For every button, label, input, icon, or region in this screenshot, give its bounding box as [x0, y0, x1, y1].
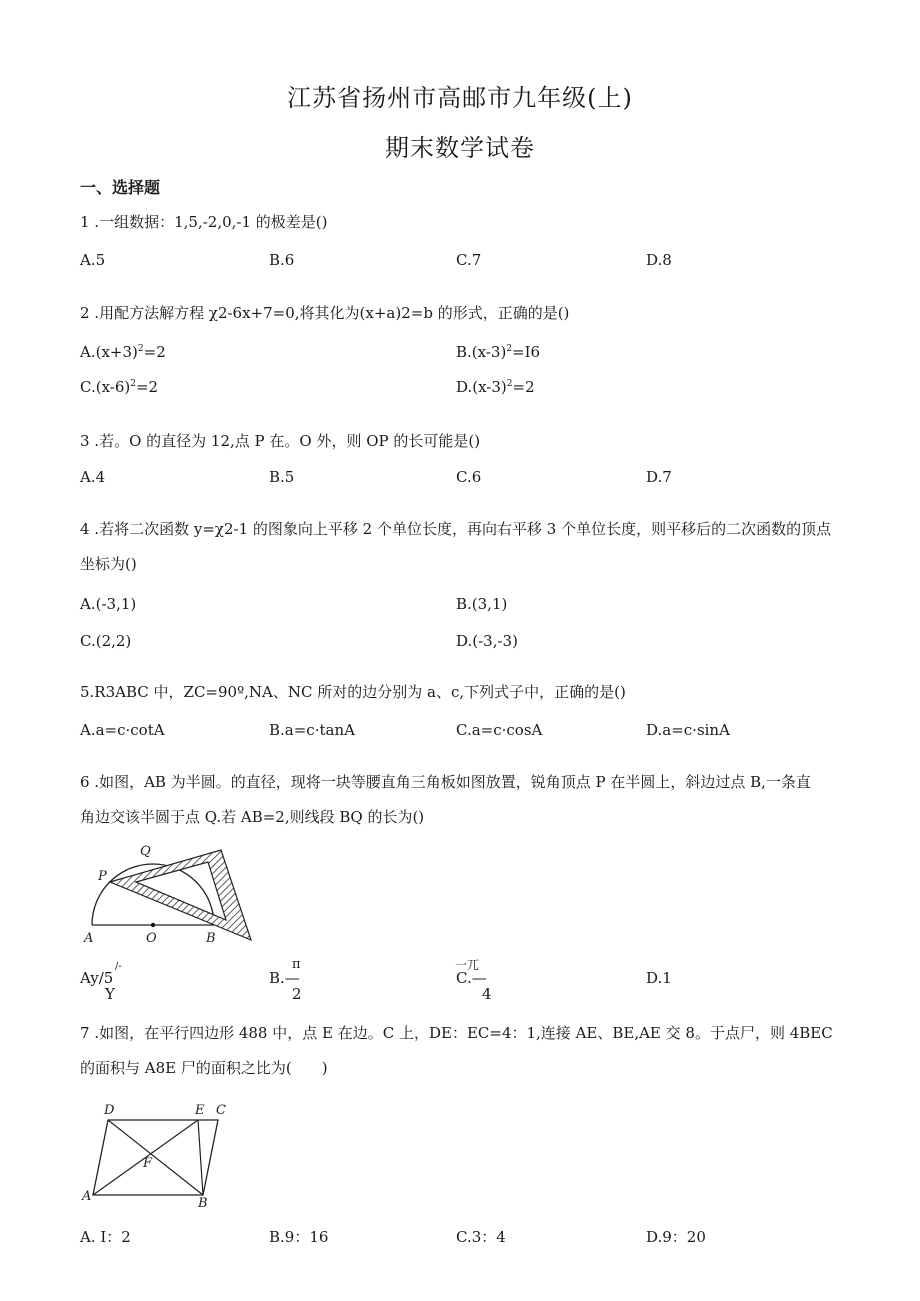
label-o: O [146, 931, 157, 946]
label-f: F [143, 1156, 153, 1171]
q2-d-base: D.(x-3) [456, 378, 507, 396]
q2-a-exp: 2 [137, 344, 144, 354]
q2-b-base: B.(x-3) [456, 343, 507, 361]
q3-option-c: C.6 [456, 468, 482, 486]
q6-option-d: D.1 [646, 969, 672, 987]
segment-db [108, 1120, 203, 1195]
q2-d-rest: =2 [512, 378, 535, 396]
question-1-stem: 1 .一组数据：1,5,-2,0,-1 的极差是() [80, 213, 328, 231]
q4-option-c: C.(2,2) [80, 632, 132, 650]
doc-title: 江苏省扬州市高邮市九年级(上) [287, 84, 633, 112]
q2-a-rest: =2 [143, 343, 166, 361]
q2-option-d [456, 378, 535, 396]
section-title: 一、选择题 [80, 178, 161, 197]
doc-subtitle: 期末数学试卷 [385, 134, 535, 162]
q5-option-a: A.a=c·cotA [80, 721, 165, 739]
q2-option-b [456, 343, 540, 361]
q7-option-d: D.9：20 [646, 1228, 706, 1246]
q2-c-base: C.(x-6) [80, 378, 131, 396]
label-p: P [98, 869, 107, 884]
q1-option-b: B.6 [269, 251, 295, 269]
q6-semicircle-triangle-figure [78, 838, 263, 948]
q3-option-a: A.4 [80, 468, 106, 486]
q6-option-c-numerator: 一兀 [455, 958, 480, 972]
q6-option-b-denominator: 2 [292, 985, 302, 1003]
question-4-stem-line2: 坐标为() [80, 555, 137, 573]
q2-b-exp: 2 [506, 344, 513, 354]
q7-option-c: C.3：4 [456, 1228, 506, 1246]
question-5-stem: 5.R3ABC 中，ZC=90º,NA、NC 所对的边分别为 a、c,下列式子中，正确的是() [80, 683, 626, 701]
q2-option-c [80, 378, 158, 396]
label-q: Q [140, 844, 151, 859]
center-point [151, 923, 155, 927]
q7-parallelogram-figure [78, 1100, 233, 1210]
triangle-board [110, 850, 251, 940]
q6-option-c: C.— [456, 969, 487, 987]
q7-option-a: A. I：2 [80, 1228, 131, 1246]
q2-b-rest: =I6 [512, 343, 541, 361]
label-c: C [216, 1103, 226, 1118]
q2-d-exp: 2 [506, 379, 513, 389]
label-b: B [198, 1196, 208, 1210]
q5-option-b: B.a=c·tanA [269, 721, 355, 739]
q3-option-d: D.7 [646, 468, 672, 486]
q2-a-base: A.(x+3) [80, 343, 138, 361]
label-a: A [84, 931, 94, 946]
segment-be [198, 1120, 203, 1195]
question-6-stem-line1: 6 .如图，AB 为半圆。的直径，现将一块等腰直角三角板如图放置，锐角顶点 P 在半圆上，斜边过点 B,一条直 [80, 773, 811, 791]
question-3-stem: 3 .若。O 的直径为 12,点 P 在。O 外，则 OP 的长可能是() [80, 432, 481, 450]
question-4-stem-line1: 4 .若将二次函数 y=χ2-1 的图象向上平移 2 个单位长度，再向右平移 3 个单位长度，则平移后的二次函数的顶点 [80, 520, 832, 538]
q1-option-d: D.8 [646, 251, 672, 269]
q6-option-a-sub: Y [105, 985, 115, 1003]
q6-option-c-denominator: 4 [482, 985, 492, 1003]
q6-option-b-numerator: π [292, 957, 301, 972]
q7-option-b: B.9：16 [269, 1228, 329, 1246]
q6-option-a: Ay/5 [80, 969, 114, 987]
q4-option-a: A.(-3,1) [80, 595, 137, 613]
label-e: E [195, 1103, 205, 1118]
q3-option-b: B.5 [269, 468, 295, 486]
q2-c-rest: =2 [135, 378, 159, 396]
q1-option-c: C.7 [456, 251, 482, 269]
label-d: D [104, 1103, 115, 1118]
q4-option-d: D.(-3,-3) [456, 632, 518, 650]
label-a: A [82, 1189, 92, 1204]
q2-option-a [80, 343, 166, 361]
q4-option-b: B.(3,1) [456, 595, 508, 613]
label-b: B [206, 931, 216, 946]
q6-option-b: B.— [269, 969, 300, 987]
question-6-stem-line2: 角边交该半圆于点 Q.若 AB=2,则线段 BQ 的长为() [80, 808, 425, 826]
q5-option-d: D.a=c·sinA [646, 721, 730, 739]
question-7-stem-line2: 的面积与 A8E 尸的面积之比为( ) [80, 1059, 328, 1077]
q1-option-a: A.5 [80, 251, 106, 269]
q2-c-exp: 2 [130, 379, 136, 389]
q5-option-c: C.a=c·cosA [456, 721, 543, 739]
q6-option-a-sup: /- [115, 961, 122, 972]
question-2-stem: 2 .用配方法解方程 χ2-6x+7=0,将其化为(x+a)2=b 的形式，正确的是() [80, 304, 570, 322]
question-7-stem-line1: 7 .如图，在平行四边形 488 中，点 E 在边。C 上，DE：EC=4：1,连接 AE、BE,AE 交 8。于点尸，则 4BEC [80, 1024, 833, 1042]
